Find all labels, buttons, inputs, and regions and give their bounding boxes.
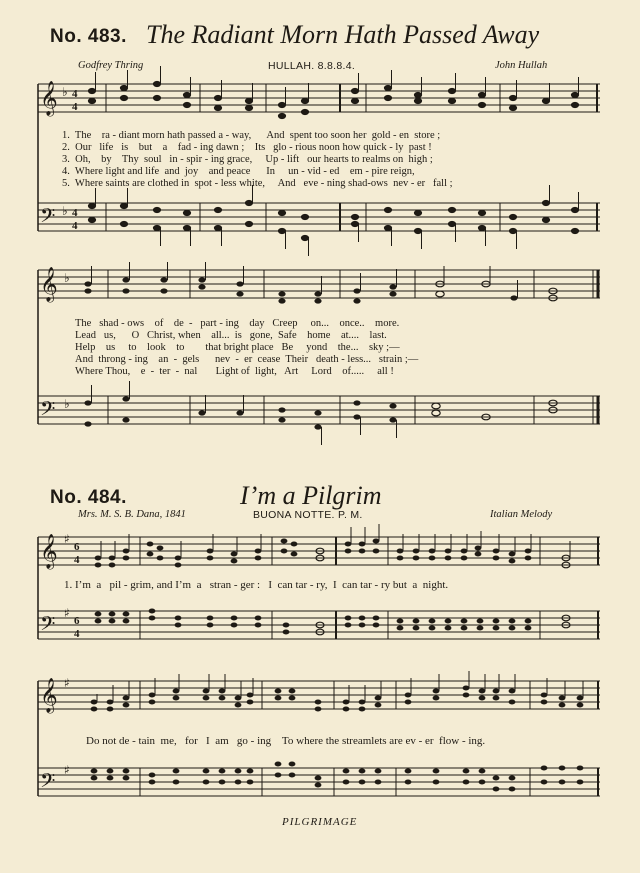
svg-text:♭: ♭ [62, 204, 68, 218]
hymn-author: Godfrey Thring [78, 60, 144, 71]
hymn-composer: John Hullah [495, 60, 548, 71]
verse-line: 1. I’m a pil - grim, and I’m a stran - ger : I can tar - ry, I can tar - ry but a night. [64, 579, 449, 591]
svg-text:4: 4 [74, 554, 80, 566]
svg-text:4: 4 [72, 101, 78, 113]
svg-text:𝄞: 𝄞 [40, 267, 58, 302]
hymn-title: The Radiant Morn Hath Passed Away [146, 20, 540, 49]
svg-text:♭: ♭ [64, 397, 70, 411]
svg-text:𝄢: 𝄢 [40, 769, 56, 797]
svg-text:♭: ♭ [62, 85, 68, 99]
svg-text:𝄢: 𝄢 [40, 397, 56, 425]
svg-text:6: 6 [74, 541, 80, 553]
page-footer: PILGRIMAGE [282, 816, 358, 828]
svg-text:4: 4 [72, 207, 78, 219]
svg-text:♯: ♯ [64, 532, 70, 546]
svg-text:6: 6 [74, 615, 80, 627]
svg-text:𝄞: 𝄞 [40, 678, 58, 713]
verse-line: 2. Our life is but a fad - ing dawn ; Its glo - rious noon how quick - ly past ! [62, 142, 432, 153]
verse-line: Do not de - tain me, for I am go - ing To where the streamlets are ev - er flow - ing. [86, 735, 486, 747]
verse-line: Lead us, O Christ, when all... is gone, Safe home at.... last. [75, 330, 387, 341]
verse-line: Where Thou, e - ter - nal Light of light, Art Lord of..... all ! [75, 366, 394, 377]
hymn-author: Mrs. M. S. B. Dana, 1841 [78, 509, 186, 520]
svg-text:4: 4 [72, 220, 78, 232]
verse-line: 3. Oh, by Thy soul in - spir - ing grace, Up - lift our hearts to realms on high ; [62, 154, 433, 165]
hymn-title: I’m a Pilgrim [240, 481, 382, 510]
verse-line: 5. Where saints are clothed in spot - less white, And eve - ning shad-ows nev - er fall ; [62, 178, 453, 189]
svg-text:𝄢: 𝄢 [40, 204, 56, 232]
svg-text:𝄢: 𝄢 [40, 612, 56, 640]
hymn-number: No. 484. [50, 487, 127, 508]
verse-line: And throng - ing an - gels nev - er cease Their death - less... strain ;— [75, 354, 419, 365]
svg-text:𝄞: 𝄞 [40, 81, 58, 116]
svg-text:4: 4 [74, 628, 80, 640]
verse-line: Help us to look to that bright place Be yond the... sky ;— [75, 342, 400, 353]
verse-line: 1. The ra - diant morn hath passed a - way, And spent too soon her gold - en store ; [62, 130, 441, 141]
hymn-number: No. 483. [50, 26, 127, 47]
svg-text:♭: ♭ [64, 271, 70, 285]
tune-name: HULLAH. 8.8.8.4. [268, 60, 356, 72]
verse-line: The shad - ows of de - part - ing day Creep on... once.. more. [75, 318, 400, 329]
hymn-composer: Italian Melody [490, 509, 553, 520]
svg-text:♯: ♯ [64, 763, 70, 777]
verse-line: 4. Where light and life and joy and peace In un - vid - ed em - pire reign, [62, 166, 415, 177]
svg-text:𝄞: 𝄞 [40, 534, 58, 569]
tune-name: BUONA NOTTE. P. M. [253, 509, 363, 521]
svg-text:4: 4 [72, 88, 78, 100]
svg-text:♯: ♯ [64, 676, 70, 690]
svg-text:♯: ♯ [64, 606, 70, 620]
